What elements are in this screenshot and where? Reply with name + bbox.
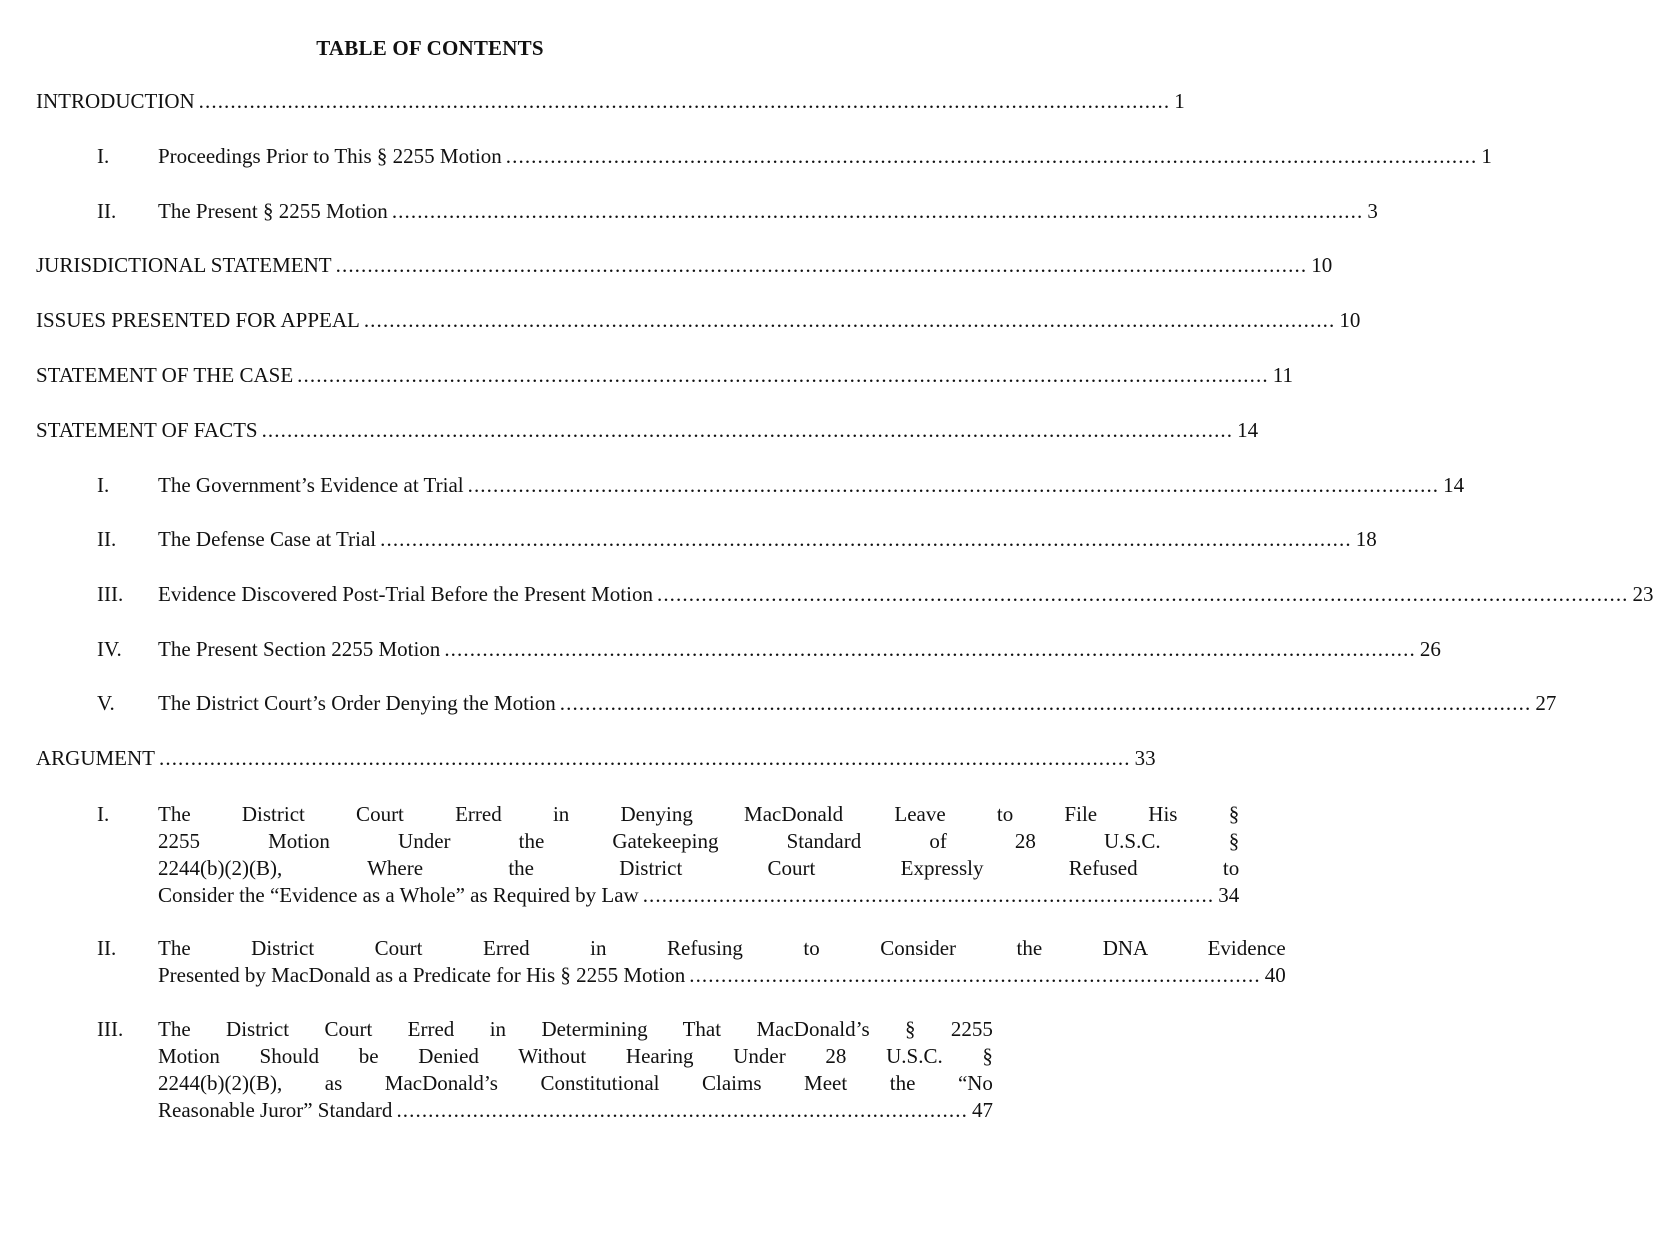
- toc-argument-item-2: [97, 935, 1286, 989]
- leader-dots: ..........................................................................................: [642, 883, 1215, 907]
- toc-entry-present-motion: [97, 198, 1378, 225]
- leader-dots: .........................................................................................................................................................: [159, 746, 1131, 770]
- entry-page: 26: [1419, 637, 1441, 661]
- leader-dots: .........................................................................................................................................................: [467, 473, 1440, 497]
- entry-line: Motion Should be Denied Without Hearing Under 28 U.S.C. §: [158, 1044, 993, 1068]
- toc-argument-item-1: [97, 801, 1240, 909]
- entry-title: ARGUMENT: [36, 746, 155, 770]
- entry-line: The District Court Erred in Denying MacDonald Leave to File His §: [158, 802, 1240, 826]
- leader-dots: .........................................................................................................................................................: [380, 527, 1352, 551]
- toc-entry-issues: [36, 307, 1361, 334]
- entry-line: The District Court Erred in Refusing to Consider the DNA Evidence: [158, 936, 1286, 960]
- leader-dots: .........................................................................................................................................................: [656, 582, 1629, 606]
- entry-title: The Government’s Evidence at Trial: [158, 473, 464, 497]
- toc-entry-defense-case: [97, 526, 1377, 553]
- entry-page: 14: [1237, 418, 1259, 442]
- entry-number: IV.: [97, 637, 122, 661]
- toc-entry-proceedings: [97, 143, 1492, 170]
- toc-entry-present-section: [97, 636, 1441, 663]
- entry-number: II.: [97, 527, 117, 551]
- toc-entry-introduction: [36, 88, 1185, 115]
- entry-page: 10: [1311, 253, 1333, 277]
- entry-number: III.: [97, 582, 124, 606]
- entry-page: 33: [1134, 746, 1156, 770]
- entry-title: STATEMENT OF THE CASE: [36, 363, 294, 387]
- entry-title: Presented by MacDonald as a Predicate for His § 2255 Motion: [158, 963, 686, 987]
- leader-dots: ..........................................................................................: [396, 1098, 968, 1122]
- entry-title: JURISDICTIONAL STATEMENT: [36, 253, 332, 277]
- entry-page: 34: [1218, 883, 1240, 907]
- entry-page: 18: [1355, 527, 1377, 551]
- entry-number: III.: [97, 1017, 124, 1041]
- entry-line: 2244(b)(2)(B), as MacDonald’s Constitutional Claims Meet the “No: [158, 1071, 993, 1095]
- entry-title: ISSUES PRESENTED FOR APPEAL: [36, 308, 360, 332]
- entry-page: 1: [1481, 144, 1492, 168]
- toc-entry-argument: [36, 745, 1156, 772]
- entry-number: I.: [97, 473, 110, 497]
- entry-page: 11: [1272, 363, 1293, 387]
- entry-title: STATEMENT OF FACTS: [36, 418, 258, 442]
- toc-title: TABLE OF CONTENTS: [316, 36, 544, 60]
- leader-dots: .........................................................................................................................................................: [297, 363, 1269, 387]
- entry-title: Proceedings Prior to This § 2255 Motion: [158, 144, 502, 168]
- toc-entry-district-order: [97, 690, 1557, 717]
- entry-title: Reasonable Juror” Standard: [158, 1098, 393, 1122]
- leader-dots: .........................................................................................................................................................: [261, 418, 1234, 442]
- leader-dots: .........................................................................................................................................................: [363, 308, 1336, 332]
- entry-title: Evidence Discovered Post-Trial Before the Present Motion: [158, 582, 653, 606]
- entry-number: II.: [97, 199, 117, 223]
- leader-dots: .........................................................................................................................................................: [391, 199, 1364, 223]
- entry-title: The Present Section 2255 Motion: [158, 637, 441, 661]
- leader-dots: .........................................................................................................................................................: [505, 144, 1478, 168]
- leader-dots: .........................................................................................................................................................: [444, 637, 1416, 661]
- leader-dots: .........................................................................................................................................................: [559, 691, 1532, 715]
- entry-title: The Present § 2255 Motion: [158, 199, 388, 223]
- entry-page: 3: [1367, 199, 1378, 223]
- entry-page: 10: [1339, 308, 1361, 332]
- entry-number: I.: [97, 802, 110, 826]
- entry-page: 14: [1443, 473, 1465, 497]
- entry-page: 40: [1264, 963, 1286, 987]
- entry-title: The District Court’s Order Denying the Motion: [158, 691, 556, 715]
- toc-entry-statement-case: [36, 362, 1293, 389]
- entry-number: V.: [97, 691, 115, 715]
- entry-line: 2255 Motion Under the Gatekeeping Standard of 28 U.S.C. §: [158, 829, 1240, 853]
- entry-page: 27: [1535, 691, 1557, 715]
- entry-page: 47: [971, 1098, 993, 1122]
- entry-line: The District Court Erred in Determining That MacDonald’s § 2255: [158, 1017, 993, 1041]
- toc-entry-government-evidence: [97, 472, 1465, 499]
- entry-title: Consider the “Evidence as a Whole” as Required by Law: [158, 883, 639, 907]
- leader-dots: .........................................................................................................................................................: [198, 89, 1171, 113]
- leader-dots: .........................................................................................................................................................: [335, 253, 1308, 277]
- toc-entry-evidence-post-trial: [97, 581, 1654, 608]
- entry-title: INTRODUCTION: [36, 89, 195, 113]
- entry-line: 2244(b)(2)(B), Where the District Court Expressly Refused to: [158, 856, 1240, 880]
- entry-number: II.: [97, 936, 117, 960]
- entry-page: 23: [1632, 582, 1654, 606]
- toc-argument-item-3: [97, 1016, 993, 1124]
- entry-title: The Defense Case at Trial: [158, 527, 377, 551]
- entry-page: 1: [1174, 89, 1185, 113]
- toc-entry-statement-facts: [36, 417, 1259, 444]
- entry-number: I.: [97, 144, 110, 168]
- leader-dots: ..........................................................................................: [689, 963, 1261, 987]
- toc-entry-jurisdictional: [36, 252, 1333, 279]
